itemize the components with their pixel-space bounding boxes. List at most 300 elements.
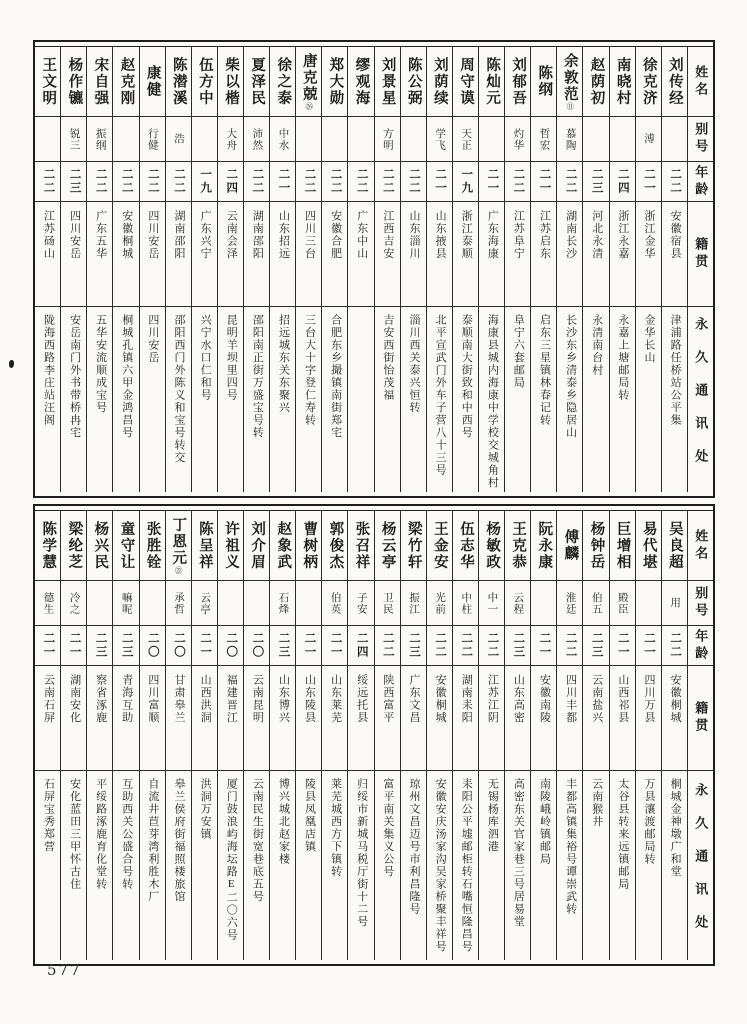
entry-address: 桐城金神墩广和堂 bbox=[669, 778, 682, 878]
entry-address: 泰顺南大街致和中西号 bbox=[460, 314, 473, 439]
entry-age: 二二 bbox=[401, 162, 426, 202]
entry-alias bbox=[401, 117, 426, 162]
entry-name: 柴以楷 bbox=[218, 47, 243, 117]
entry-name: 刘景星 bbox=[375, 47, 400, 117]
entry-name: 杨作镳 bbox=[61, 47, 86, 117]
entry-address: 博兴城北赵家楼 bbox=[277, 778, 290, 866]
entry-address: 洪洞万安镇 bbox=[199, 778, 212, 841]
entry-address: 阜宁六套邮局 bbox=[512, 314, 525, 389]
entry-address: 高密东关官家巷三号居易堂 bbox=[512, 778, 525, 928]
entry-column bbox=[139, 47, 165, 492]
entry-address: 万县瀼渡邮局转 bbox=[642, 778, 655, 866]
entry-column bbox=[609, 47, 635, 492]
entry-alias: 振纲 bbox=[87, 117, 112, 162]
entry-column bbox=[530, 47, 556, 492]
entry-age: 二二 bbox=[322, 162, 347, 202]
entry-alias bbox=[113, 117, 138, 162]
entry-age: 二三 bbox=[401, 626, 426, 666]
entry-address: 南陵峨岭镇邮局 bbox=[538, 778, 551, 866]
entry-column bbox=[556, 511, 582, 960]
entry-address: 津浦路任桥站公平集 bbox=[669, 314, 682, 427]
entry-native: 河北永清 bbox=[583, 202, 608, 307]
entry-address: 永嘉上塘邮局转 bbox=[616, 314, 629, 402]
entry-column bbox=[504, 47, 530, 492]
entry-age: 二二 bbox=[453, 626, 478, 666]
entry-native: 安徽宿县 bbox=[662, 202, 687, 307]
entry-native: 甘肃皋兰 bbox=[166, 666, 191, 771]
entry-address: 石屏宝秀郑营 bbox=[42, 778, 55, 853]
entry-native: 湖南安化 bbox=[61, 666, 86, 771]
entry-name: 伍志华 bbox=[453, 511, 478, 581]
entry-native: 湖南邵阳 bbox=[166, 202, 191, 307]
entry-column bbox=[243, 511, 269, 960]
entry-native: 江苏阜宁 bbox=[505, 202, 530, 307]
entry-alias: 云亭 bbox=[192, 581, 217, 626]
entry-column bbox=[504, 511, 530, 960]
entry-age: 二一 bbox=[610, 626, 635, 666]
entry-alias: 德生 bbox=[35, 581, 60, 626]
entry-alias bbox=[35, 117, 60, 162]
entry-alias: 淮廷 bbox=[557, 581, 582, 626]
entry-name: 唐克兢㉖ bbox=[296, 47, 321, 117]
entry-name: 刘传经 bbox=[662, 47, 687, 117]
entry-column bbox=[400, 511, 426, 960]
entry-column bbox=[426, 47, 452, 492]
entry-alias: 中水 bbox=[270, 117, 295, 162]
entry-native: 广东海康 bbox=[479, 202, 504, 307]
entry-alias: 振江 bbox=[401, 581, 426, 626]
entry-age: 二二 bbox=[375, 162, 400, 202]
entry-column bbox=[582, 511, 608, 960]
entry-address: 五华安流顺成宝号 bbox=[94, 314, 107, 414]
entry-address: 启东三星镇林春记转 bbox=[538, 314, 551, 427]
entry-name: 王文明 bbox=[35, 47, 60, 117]
entry-alias: 中柱 bbox=[453, 581, 478, 626]
entry-address bbox=[348, 307, 373, 492]
entry-column bbox=[582, 47, 608, 492]
entry-name: 陈灿元 bbox=[479, 47, 504, 117]
entry-native: 云南会泽 bbox=[218, 202, 243, 307]
entry-alias: 冷之 bbox=[61, 581, 86, 626]
entry-age: 二二 bbox=[557, 626, 582, 666]
entry-native: 陕西富平 bbox=[375, 666, 400, 771]
entry-column bbox=[321, 511, 347, 960]
entry-alias bbox=[244, 581, 269, 626]
entry-native: 浙江永嘉 bbox=[610, 202, 635, 307]
entry-alias: 殿臣 bbox=[610, 581, 635, 626]
entry-address: 永清南台村 bbox=[590, 314, 603, 377]
entry-address: 琼州文昌迈号市利昌隆号 bbox=[407, 778, 420, 916]
entry-column bbox=[374, 511, 400, 960]
entry-age: 二一 bbox=[270, 162, 295, 202]
entry-native: 浙江金华 bbox=[636, 202, 661, 307]
entry-address: 四川安岳 bbox=[146, 314, 159, 364]
entry-address: 兴宁水口仁和号 bbox=[199, 314, 212, 402]
entry-name: 刘介眉 bbox=[244, 511, 269, 581]
entry-native: 山西祁县 bbox=[610, 666, 635, 771]
entry-native: 山东莱芜 bbox=[322, 666, 347, 771]
entry-column bbox=[86, 511, 112, 960]
entry-alias bbox=[218, 581, 243, 626]
entry-column bbox=[60, 47, 86, 492]
entry-alias: 嘛呢 bbox=[113, 581, 138, 626]
entry-column bbox=[635, 511, 661, 960]
entry-alias bbox=[583, 117, 608, 162]
entry-age: 二四 bbox=[610, 162, 635, 202]
entry-alias: 云程 bbox=[505, 581, 530, 626]
entry-alias bbox=[531, 581, 556, 626]
entry-native: 江苏砀山 bbox=[35, 202, 60, 307]
entry-column bbox=[295, 47, 321, 492]
entry-address: 陵县凤凰店镇 bbox=[303, 778, 316, 853]
entry-name: 夏泽民 bbox=[244, 47, 269, 117]
entry-address: 邵阳西门外陈义和宝号转交 bbox=[173, 314, 185, 464]
entry-column bbox=[347, 47, 373, 492]
entry-native: 安徽桐城 bbox=[113, 202, 138, 307]
entry-name: 郭俊杰 bbox=[322, 511, 347, 581]
entry-alias bbox=[296, 581, 321, 626]
entry-native: 湖南邵阳 bbox=[244, 202, 269, 307]
entry-column bbox=[165, 511, 191, 960]
entry-column bbox=[269, 511, 295, 960]
entry-name: 郑大勋 bbox=[322, 47, 347, 117]
entry-column bbox=[86, 47, 112, 492]
entry-age: 二二 bbox=[166, 162, 191, 202]
entry-alias: 锐三 bbox=[61, 117, 86, 162]
entry-name: 丁恩元㉑ bbox=[166, 511, 191, 581]
entry-column bbox=[556, 47, 582, 492]
entry-native: 安徽桐城 bbox=[427, 666, 452, 771]
entry-age: 二〇 bbox=[140, 626, 165, 666]
header-column bbox=[687, 511, 713, 960]
entry-name: 杨钟岳 bbox=[583, 511, 608, 581]
entry-age: 二一 bbox=[531, 162, 556, 202]
entry-name: 徐克济 bbox=[636, 47, 661, 117]
entry-age: 二一 bbox=[296, 626, 321, 666]
entry-address: 莱芜城西方下镇转 bbox=[329, 778, 342, 878]
entry-age: 二一 bbox=[192, 626, 217, 666]
entry-name: 王克恭 bbox=[505, 511, 530, 581]
entry-alias: 灼华 bbox=[505, 117, 530, 162]
entry-column bbox=[452, 47, 478, 492]
entry-age: 二二 bbox=[427, 626, 452, 666]
entry-native: 云南盐兴 bbox=[583, 666, 608, 771]
entry-native: 江苏启东 bbox=[531, 202, 556, 307]
directory-table-top bbox=[33, 40, 715, 498]
entry-name: 许祖义 bbox=[218, 511, 243, 581]
entry-alias: 伯五 bbox=[583, 581, 608, 626]
entry-age: 二二 bbox=[87, 162, 112, 202]
entry-alias: 用 bbox=[662, 581, 687, 626]
entry-name: 童守让 bbox=[113, 511, 138, 581]
entry-age: 二一 bbox=[35, 626, 60, 666]
entry-alias bbox=[296, 117, 321, 162]
entry-name: 赵克刚 bbox=[113, 47, 138, 117]
entry-age: 二三 bbox=[61, 162, 86, 202]
header-native: 籍贯 bbox=[688, 666, 713, 771]
entry-name: 陈潜溪 bbox=[166, 47, 191, 117]
entry-age: 一九 bbox=[192, 162, 217, 202]
entry-column bbox=[374, 47, 400, 492]
entry-name: 阮永康 bbox=[531, 511, 556, 581]
entry-address: 丰都高镇集裕号谭崇武转 bbox=[564, 778, 577, 916]
header-column bbox=[687, 47, 713, 492]
entry-name: 陈学慧 bbox=[35, 511, 60, 581]
entry-native: 福建晋江 bbox=[218, 666, 243, 771]
entry-address: 昆明羊坝里四号 bbox=[225, 314, 238, 402]
entry-column bbox=[347, 511, 373, 960]
entry-native: 山西洪洞 bbox=[192, 666, 217, 771]
entry-age: 二二 bbox=[35, 162, 60, 202]
entry-age: 二〇 bbox=[244, 626, 269, 666]
entry-age: 二三 bbox=[583, 626, 608, 666]
entry-name: 康健 bbox=[140, 47, 165, 117]
entry-address: 长沙东乡清泰乡隐居山 bbox=[564, 314, 577, 439]
entry-native: 浙江泰顺 bbox=[453, 202, 478, 307]
entry-alias: 伯英 bbox=[322, 581, 347, 626]
entry-native: 江苏江阴 bbox=[479, 666, 504, 771]
entry-address: 耒阳公平墟邮柜转石嘴恒隆昌号 bbox=[460, 778, 473, 953]
entry-alias: 浩 bbox=[166, 117, 191, 162]
entry-address: 淄川西关泰兴恒转 bbox=[407, 314, 420, 414]
entry-address: 北平宣武门外车子营八十三号 bbox=[434, 314, 447, 477]
entry-name: 张胜铨 bbox=[140, 511, 165, 581]
entry-column bbox=[478, 47, 504, 492]
entry-column bbox=[35, 47, 60, 492]
entry-name: 杨云亭 bbox=[375, 511, 400, 581]
entry-alias: 石烽 bbox=[270, 581, 295, 626]
entry-column bbox=[661, 47, 687, 492]
entry-name: 梁竹轩 bbox=[401, 511, 426, 581]
entry-native: 湖南耒阳 bbox=[453, 666, 478, 771]
entry-age: 二二 bbox=[140, 162, 165, 202]
entry-column bbox=[609, 511, 635, 960]
entry-alias: 方明 bbox=[375, 117, 400, 162]
header-alias: 别号 bbox=[688, 117, 713, 162]
entry-column bbox=[452, 511, 478, 960]
entry-alias: 中一 bbox=[479, 581, 504, 626]
entry-age: 二一 bbox=[479, 162, 504, 202]
entry-address: 桐城孔镇六甲金鸿昌号 bbox=[120, 314, 133, 439]
entry-native: 云南石屏 bbox=[35, 666, 60, 771]
entry-name: 梁纶芝 bbox=[61, 511, 86, 581]
entry-native: 湖南长沙 bbox=[557, 202, 582, 307]
entry-native: 江西吉安 bbox=[375, 202, 400, 307]
entry-name: 刘郁吾 bbox=[505, 47, 530, 117]
entry-alias: 沛然 bbox=[244, 117, 269, 162]
entry-alias bbox=[87, 581, 112, 626]
header-address: 永久通讯处 bbox=[693, 317, 709, 482]
entry-column bbox=[191, 511, 217, 960]
entry-address: 归绥市新城马税厅街十二号 bbox=[355, 778, 368, 928]
entry-age: 二二 bbox=[244, 162, 269, 202]
entry-address: 云南民生街宽巷底五号 bbox=[251, 778, 264, 903]
table-grid bbox=[35, 510, 713, 960]
entry-age: 二二 bbox=[557, 162, 582, 202]
entry-address: 陇海西路李庄站汪阁 bbox=[42, 314, 55, 427]
entry-age: 二四 bbox=[218, 162, 243, 202]
entry-address: 邵阳南正街万盛宝号转 bbox=[251, 314, 264, 439]
entry-address: 三台大十字登仁寿转 bbox=[303, 314, 316, 427]
header-age: 年龄 bbox=[688, 162, 713, 202]
entry-age: 二二 bbox=[348, 162, 373, 202]
entry-native: 安徽桐城 bbox=[662, 666, 687, 771]
entry-column bbox=[139, 511, 165, 960]
entry-name: 陈纲 bbox=[531, 47, 556, 117]
header-age: 年龄 bbox=[688, 626, 713, 666]
entry-name: 傅麟 bbox=[557, 511, 582, 581]
entry-native: 广东中山 bbox=[348, 202, 373, 307]
entry-age: 二二 bbox=[113, 162, 138, 202]
entry-column bbox=[269, 47, 295, 492]
entry-name: 杨兴民 bbox=[87, 511, 112, 581]
entry-name: 刘荫续 bbox=[427, 47, 452, 117]
entry-name: 王金安 bbox=[427, 511, 452, 581]
entry-age: 二一 bbox=[636, 162, 661, 202]
entry-native: 四川丰都 bbox=[557, 666, 582, 771]
entry-age: 二一 bbox=[427, 162, 452, 202]
entry-native: 山东掖县 bbox=[427, 202, 452, 307]
entry-name: 易代堪 bbox=[636, 511, 661, 581]
entry-column bbox=[295, 511, 321, 960]
entry-column bbox=[217, 47, 243, 492]
entry-native: 山东淄川 bbox=[401, 202, 426, 307]
entry-alias: 天正 bbox=[453, 117, 478, 162]
entry-name: 余敦范⑪ bbox=[557, 47, 582, 117]
entry-alias bbox=[322, 117, 347, 162]
entry-age: 二一 bbox=[636, 626, 661, 666]
entry-native: 山东高密 bbox=[505, 666, 530, 771]
entry-age: 二二 bbox=[296, 162, 321, 202]
entry-native: 山东招远 bbox=[270, 202, 295, 307]
entry-age: 二三 bbox=[583, 162, 608, 202]
entry-native: 山东陵县 bbox=[296, 666, 321, 771]
table-grid bbox=[35, 46, 713, 492]
entry-alias: 卫民 bbox=[375, 581, 400, 626]
entry-alias: 光前 bbox=[427, 581, 452, 626]
entry-column bbox=[530, 511, 556, 960]
entry-native: 绥远托县 bbox=[348, 666, 373, 771]
entry-name: 杨敏政 bbox=[479, 511, 504, 581]
entry-column bbox=[112, 47, 138, 492]
entry-alias bbox=[192, 117, 217, 162]
entry-address: 金华长山 bbox=[642, 314, 655, 364]
entry-age: 二三 bbox=[87, 626, 112, 666]
entry-column bbox=[165, 47, 191, 492]
entry-name: 陈呈祥 bbox=[192, 511, 217, 581]
entry-column bbox=[217, 511, 243, 960]
entry-alias: 子安 bbox=[348, 581, 373, 626]
entry-name: 吴良超 bbox=[662, 511, 687, 581]
entry-name: 宋自强 bbox=[87, 47, 112, 117]
entry-address: 云南猴井 bbox=[590, 778, 603, 828]
entry-alias: 大舟 bbox=[218, 117, 243, 162]
entry-age: 二〇 bbox=[166, 626, 191, 666]
entry-age: 二二 bbox=[375, 626, 400, 666]
entry-name: 缪观海 bbox=[348, 47, 373, 117]
entry-name: 陈公弼 bbox=[401, 47, 426, 117]
entry-alias bbox=[636, 581, 661, 626]
entry-address: 合肥东乡撮镇南街郑宅 bbox=[329, 314, 342, 439]
entry-native: 四川富顺 bbox=[140, 666, 165, 771]
entry-address: 海康县城内海康中学校交城角村 bbox=[486, 314, 499, 489]
entry-alias: 哲宏 bbox=[531, 117, 556, 162]
entry-name: 曹树柄 bbox=[296, 511, 321, 581]
entry-native: 安徽合肥 bbox=[322, 202, 347, 307]
entry-alias bbox=[348, 117, 373, 162]
footnote-mark: ⑪ bbox=[565, 102, 575, 110]
footnote-mark: ㉑ bbox=[174, 566, 184, 574]
entry-native: 四川三台 bbox=[296, 202, 321, 307]
entry-alias: 学飞 bbox=[427, 117, 452, 162]
header-name: 姓名 bbox=[688, 511, 713, 581]
entry-alias bbox=[662, 117, 687, 162]
entry-native: 广东五华 bbox=[87, 202, 112, 307]
entry-native: 四川安岳 bbox=[61, 202, 86, 307]
entry-column bbox=[321, 47, 347, 492]
entry-age: 二二 bbox=[662, 626, 687, 666]
entry-address: 安化蓝田三甲怀古住 bbox=[68, 778, 81, 891]
entry-native: 广东文昌 bbox=[401, 666, 426, 771]
entry-column bbox=[426, 511, 452, 960]
entry-alias bbox=[479, 117, 504, 162]
entry-name: 周守谟 bbox=[453, 47, 478, 117]
entry-native: 安徽南陵 bbox=[531, 666, 556, 771]
entry-age: 二一 bbox=[61, 626, 86, 666]
page-number: 577 bbox=[47, 961, 82, 979]
entry-alias: 慕陶 bbox=[557, 117, 582, 162]
entry-column bbox=[635, 47, 661, 492]
entry-alias: 承哲 bbox=[166, 581, 191, 626]
entry-alias bbox=[610, 117, 635, 162]
header-native: 籍贯 bbox=[688, 202, 713, 307]
entry-address: 安岳南门外书带桥冉宅 bbox=[68, 314, 81, 439]
entry-native: 云南昆明 bbox=[244, 666, 269, 771]
entry-address: 太谷县转来远镇邮局 bbox=[616, 778, 629, 891]
header-alias: 别号 bbox=[688, 581, 713, 626]
header-name: 姓名 bbox=[688, 47, 713, 117]
entry-address: 无锡杨库泗港 bbox=[486, 778, 499, 853]
entry-native: 四川安岳 bbox=[140, 202, 165, 307]
entry-column bbox=[60, 511, 86, 960]
entry-column bbox=[191, 47, 217, 492]
entry-age: 二二 bbox=[479, 626, 504, 666]
entry-address: 招远城东关东聚兴 bbox=[277, 314, 290, 414]
entry-native: 山东博兴 bbox=[270, 666, 295, 771]
footnote-mark: ㉖ bbox=[304, 102, 314, 110]
entry-age: 二一 bbox=[322, 626, 347, 666]
entry-native: 察省涿鹿 bbox=[87, 666, 112, 771]
entry-name: 南晓村 bbox=[610, 47, 635, 117]
entry-name: 赵象武 bbox=[270, 511, 295, 581]
entry-age: 二〇 bbox=[218, 626, 243, 666]
entry-address: 富平南关集义公号 bbox=[381, 778, 394, 878]
entry-alias: 行健 bbox=[140, 117, 165, 162]
entry-name: 伍方中 bbox=[192, 47, 217, 117]
entry-column bbox=[478, 511, 504, 960]
entry-alias bbox=[140, 581, 165, 626]
entry-address: 互助西关公盛合号转 bbox=[120, 778, 133, 891]
entry-address: 自流井苣芽湾利胜木厂 bbox=[146, 778, 159, 903]
entry-name: 张召祥 bbox=[348, 511, 373, 581]
header-address: 永久通讯处 bbox=[693, 783, 709, 948]
entry-age: 二三 bbox=[113, 626, 138, 666]
entry-native: 青海互助 bbox=[113, 666, 138, 771]
entry-column bbox=[243, 47, 269, 492]
entry-address: 皋兰侯府街福照楼旅馆 bbox=[173, 778, 185, 903]
entry-age: 一九 bbox=[453, 162, 478, 202]
entry-age: 二三 bbox=[505, 626, 530, 666]
